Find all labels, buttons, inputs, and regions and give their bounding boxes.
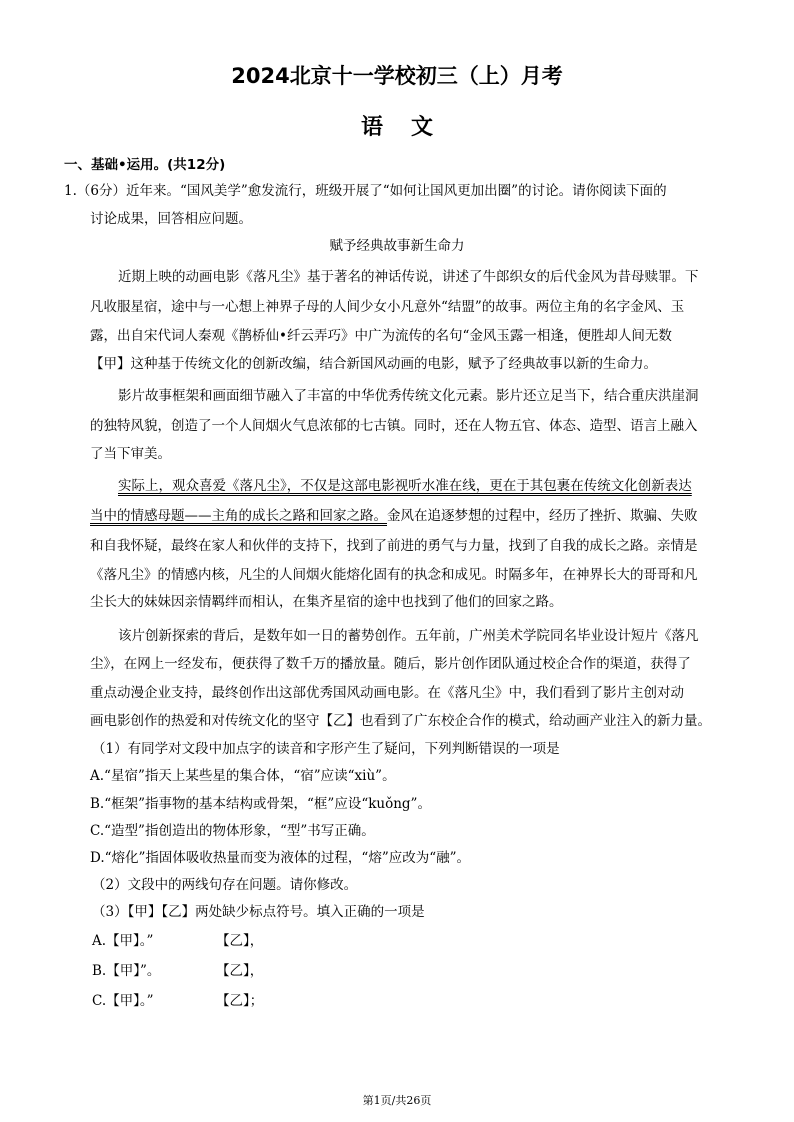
paragraph-line: 画电影创作的热爱和对传统文化的坚守【乙】也看到了广东校企合作的模式，给动画产业注入的新力量。 [90, 713, 711, 729]
paragraph-line: 重点动漫企业支持，最终创作出这部优秀国风动画电影。在《落凡尘》中，我们看到了影片主创对动 [90, 685, 684, 701]
paragraph-line: 了当下审美。 [90, 446, 171, 462]
choice-option-yi: 【乙】， [216, 933, 264, 949]
choice-option-jia: B.【甲】”。 [92, 963, 161, 979]
choice-option: B.“框架”指事物的基本结构或骨架，“框”应设“kuǒng”。 [90, 796, 431, 812]
question-stem-line: 讨论成果，回答相应问题。 [90, 211, 252, 227]
paragraph-line: 尘长大的妹妹因亲情羁绊而相认，在集齐星宿的途中也找到了他们的回家之路。 [90, 594, 563, 610]
paragraph-line: 影片故事框架和画面细节融入了丰富的中华优秀传统文化元素。影片还立足当下，结合重庆洪崖洞 [118, 388, 699, 404]
paragraph-line: 【甲】这种基于传统文化的创新改编，结合新国风动画的电影，赋予了经典故事以新的生命力。 [90, 356, 657, 372]
choice-option-yi: 【乙】； [216, 993, 264, 1009]
section-heading: 一、基础•运用。(共12分) [64, 157, 226, 173]
choice-option: C.“造型”指创造出的物体形象，“型”书写正确。 [90, 823, 375, 839]
choice-option-yi: 【乙】， [216, 963, 264, 979]
paragraph-line: 露，出自宋代词人秦观《鹊桥仙•纤云弄巧》中广为流传的名句“金风玉露一相逢，便胜却人间无数 [90, 328, 672, 344]
double-underlined-sentence: 当中的情感母题——主角的成长之路和回家之路。 [90, 508, 387, 524]
exam-title: 2024北京十一学校初三（上）月考 [231, 64, 563, 88]
paragraph-line: 的独特风貌，创造了一个人间烟火气息浓郁的七古镇。同时，还在人物五官、体态、造型、语言上融入 [90, 418, 698, 434]
choice-option: A.“星宿”指天上某些星的集合体，“宿”应读“xiù”。 [90, 768, 396, 784]
sub-question-prompt: （1）有同学对文段中加点字的读音和字形产生了疑问，下列判断错误的一项是 [92, 741, 560, 757]
double-underlined-sentence: 实际上，观众喜爱《落凡尘》，不仅是这部电影视听水准在线，更在于其包裹在传统文化创新表达 [118, 478, 692, 494]
paragraph-line [118, 477, 722, 495]
paragraph-line: 近期上映的动画电影《落凡尘》基于著名的神话传说，讲述了牛郎织女的后代金风为昔母赎罪。下 [118, 269, 699, 285]
paragraph-line [90, 507, 722, 525]
paragraph-line: 《落凡尘》的情感内核，凡尘的人间烟火能熔化固有的执念和成见。时隔多年，在神界长大的哥哥和凡 [90, 567, 698, 583]
choice-option: D.“熔化”指固体吸收热量而变为液体的过程，“熔”应改为“融”。 [90, 850, 471, 866]
choice-option-jia: A.【甲】。” [92, 933, 154, 949]
paragraph-line: 该片创新探索的背后，是数年如一日的蓄势创作。五年前，广州美术学院同名毕业设计短片《落凡 [118, 628, 699, 644]
sub-question-prompt: （3）【甲】【乙】两处缺少标点符号。填入正确的一项是 [92, 904, 425, 920]
paragraph-line: 凡收服星宿，途中与一心想上神界子母的人间少女小凡意外“结盟”的故事。两位主角的名字金风、玉 [90, 299, 685, 315]
paragraph-line: 和自我怀疑，最终在家人和伙伴的支持下，找到了前进的勇气与力量，找到了自我的成长之路。亲情是 [90, 538, 698, 554]
sub-question-prompt: （2）文段中的两线句存在问题。请你修改。 [92, 877, 358, 893]
page-number: 第1页/共26页 [362, 1094, 432, 1107]
question-stem-line: 1.（6分）近年来。“国风美学”愈发流行，班级开展了“如何让国风更加出圈”的讨论。请你阅读下面的 [64, 183, 667, 199]
paragraph-text: 金风在追逐梦想的过程中，经历了挫折、欺骗、失败 [387, 508, 698, 524]
article-title: 赋予经典故事新生命力 [329, 238, 465, 254]
paragraph-line: 尘》，在网上一经发布，便获得了数千万的播放量。随后，影片创作团队通过校企合作的渠道，获得了 [90, 656, 691, 672]
choice-option-jia: C.【甲】。” [92, 993, 154, 1009]
subject-title: 语文 [360, 115, 461, 140]
